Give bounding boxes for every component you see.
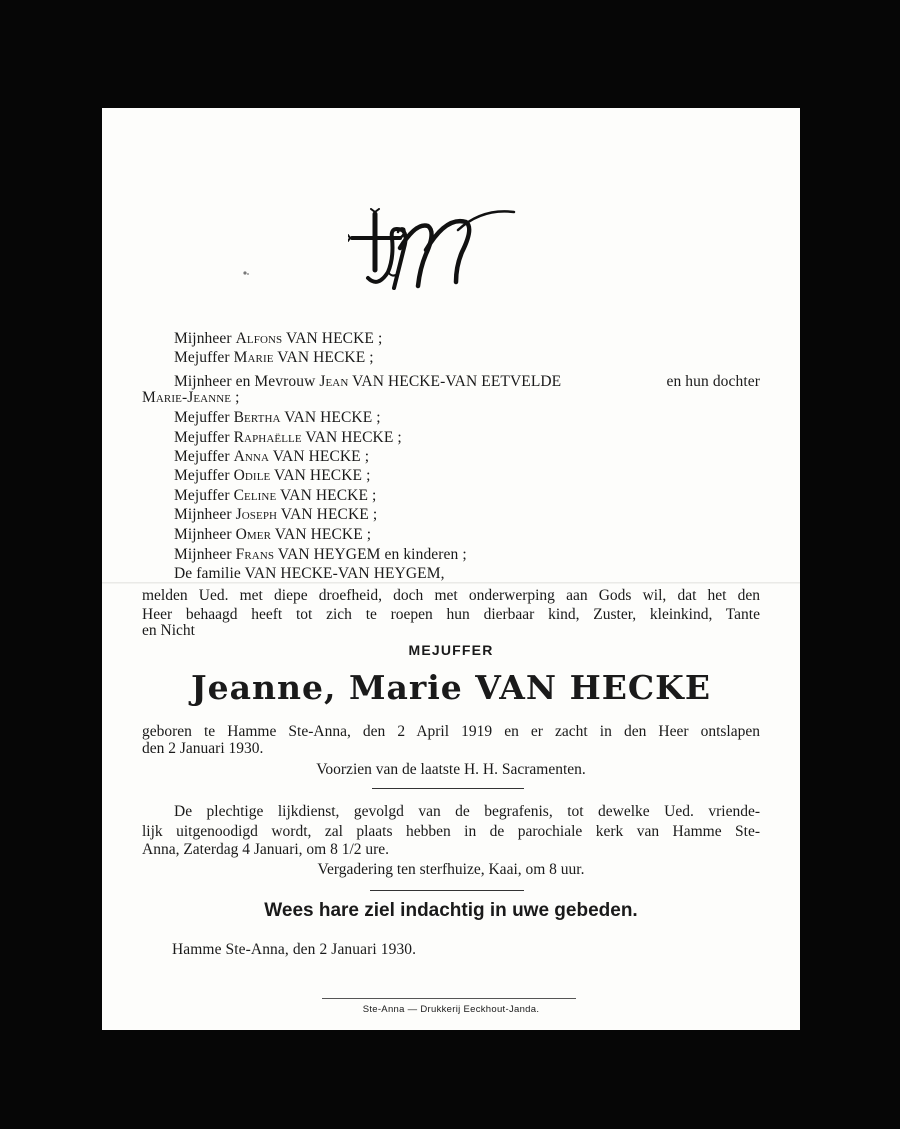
gathering-text: Vergadering ten sterfhuize, Kaai, om 8 uur. bbox=[317, 861, 585, 878]
family-line: Mijnheer en Mevrouw Jean VAN HECKE-VAN EETVELDE en hun dochter bbox=[174, 373, 760, 390]
funeral-text: lijk uitgenoodigd wordt, zal plaats hebben in de parochiale kerk van Hamme Ste- bbox=[142, 823, 760, 840]
family-line: Mejuffer Odile VAN HECKE ; bbox=[174, 467, 371, 484]
family-line: Mijnheer Frans VAN HEYGEM en kinderen ; bbox=[174, 546, 467, 563]
family-line: Mejuffer Raphaëlle VAN HECKE ; bbox=[174, 429, 402, 446]
family-line: Marie-Jeanne ; bbox=[142, 389, 240, 406]
announcement-text: melden Ued. met diepe droefheid, doch met onderwerping aan Gods wil, dat het den bbox=[142, 587, 760, 604]
place-date: Hamme Ste-Anna, den 2 Januari 1930. bbox=[172, 941, 417, 958]
cross-monogram-icon bbox=[348, 208, 516, 294]
ink-speck bbox=[242, 270, 250, 278]
sacraments-text: Voorzien van de laatste H. H. Sacramenten. bbox=[316, 761, 586, 778]
divider bbox=[372, 788, 524, 789]
family-line: Mejuffer Anna VAN HECKE ; bbox=[174, 448, 370, 465]
honorific-title: MEJUFFER bbox=[408, 642, 494, 658]
family-line: Mijnheer Omer VAN HECKE ; bbox=[174, 526, 372, 543]
funeral-text: Anna, Zaterdag 4 Januari, om 8 1/2 ure. bbox=[142, 841, 390, 858]
printer-credit: Ste-Anna — Drukkerij Eeckhout-Janda. bbox=[362, 1004, 540, 1015]
family-line: Mejuffer Marie VAN HECKE ; bbox=[174, 349, 374, 366]
announcement-text: Heer behaagd heeft tot zich te roepen hun dierbaar kind, Zuster, kleinkind, Tante bbox=[142, 606, 760, 623]
divider bbox=[370, 890, 524, 891]
family-line: Mijnheer Joseph VAN HECKE ; bbox=[174, 506, 378, 523]
family-line: De familie VAN HECKE-VAN HEYGEM, bbox=[174, 565, 445, 582]
prayer-text: Wees hare ziel indachtig in uwe gebeden. bbox=[264, 900, 638, 921]
family-line: Mijnheer Alfons VAN HECKE ; bbox=[174, 330, 383, 347]
mourning-card bbox=[102, 108, 800, 1030]
announcement-text: en Nicht bbox=[142, 622, 195, 639]
deceased-name: Jeanne, Marie VAN HECKE bbox=[191, 668, 711, 707]
birth-text: den 2 Januari 1930. bbox=[142, 740, 264, 757]
family-line: Mejuffer Bertha VAN HECKE ; bbox=[174, 409, 381, 426]
divider bbox=[322, 998, 576, 999]
birth-text: geboren te Hamme Ste-Anna, den 2 April 1919 en er zacht in den Heer ontslapen bbox=[142, 723, 760, 740]
funeral-text: De plechtige lijkdienst, gevolgd van de begrafenis, tot dewelke Ued. vriende- bbox=[174, 803, 760, 820]
family-line: Mejuffer Celine VAN HECKE ; bbox=[174, 487, 377, 504]
